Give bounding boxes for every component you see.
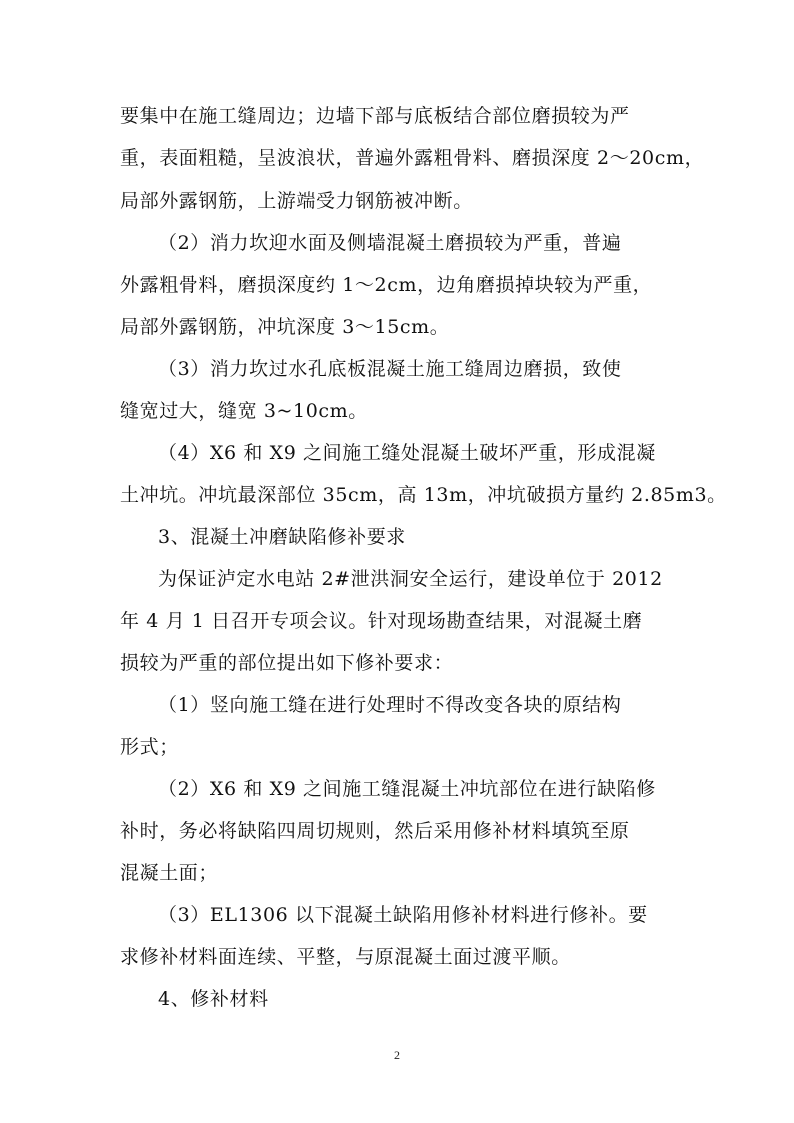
section-heading: 4、修补材料 bbox=[158, 988, 269, 1010]
text-line: 形式； bbox=[120, 736, 179, 758]
text-line: 为保证泸定水电站 2#泄洪洞安全运行，建设单位于 2012 bbox=[158, 568, 663, 590]
text-line: （3）EL1306 以下混凝土缺陷用修补材料进行修补。要 bbox=[158, 904, 648, 926]
text-line: 损较为严重的部位提出如下修补要求： bbox=[120, 652, 454, 674]
text-line: 局部外露钢筋，上游端受力钢筋被冲断。 bbox=[120, 190, 473, 212]
text-line: 混凝土面； bbox=[120, 862, 219, 884]
text-line: 补时，务必将缺陷四周切规则，然后采用修补材料填筑至原 bbox=[120, 820, 630, 842]
text-line: 局部外露钢筋，冲坑深度 3～15cm。 bbox=[120, 316, 450, 338]
text-line: （4）X6 和 X9 之间施工缝处混凝土破坏严重，形成混凝 bbox=[158, 442, 656, 464]
text-line: 要集中在施工缝周边；边墙下部与底板结合部位磨损较为严 bbox=[120, 105, 630, 127]
text-line: 求修补材料面连续、平整，与原混凝土面过渡平顺。 bbox=[120, 946, 571, 968]
text-line: 年 4 月 1 日召开专项会议。针对现场勘查结果，对混凝土磨 bbox=[120, 610, 643, 632]
text-line: （2）X6 和 X9 之间施工缝混凝土冲坑部位在进行缺陷修 bbox=[158, 778, 656, 800]
text-line: （3）消力坎过水孔底板混凝土施工缝周边磨损，致使 bbox=[158, 358, 622, 380]
text-line: 缝宽过大，缝宽 3~10cm。 bbox=[120, 400, 368, 422]
text-line: 外露粗骨料，磨损深度约 1～2cm，边角磨损掉块较为严重， bbox=[120, 274, 653, 296]
section-heading: 3、混凝土冲磨缺陷修补要求 bbox=[158, 526, 406, 548]
text-line: （2）消力坎迎水面及侧墙混凝土磨损较为严重，普遍 bbox=[158, 232, 622, 254]
text-line: （1）竖向施工缝在进行处理时不得改变各块的原结构 bbox=[158, 694, 622, 716]
page-number: 2 bbox=[394, 1048, 400, 1062]
text-line: 重，表面粗糙，呈波浪状，普遍外露粗骨料、磨损深度 2～20cm， bbox=[120, 147, 705, 169]
text-line: 土冲坑。冲坑最深部位 35cm，高 13m，冲坑破损方量约 2.85m3。 bbox=[120, 484, 727, 506]
